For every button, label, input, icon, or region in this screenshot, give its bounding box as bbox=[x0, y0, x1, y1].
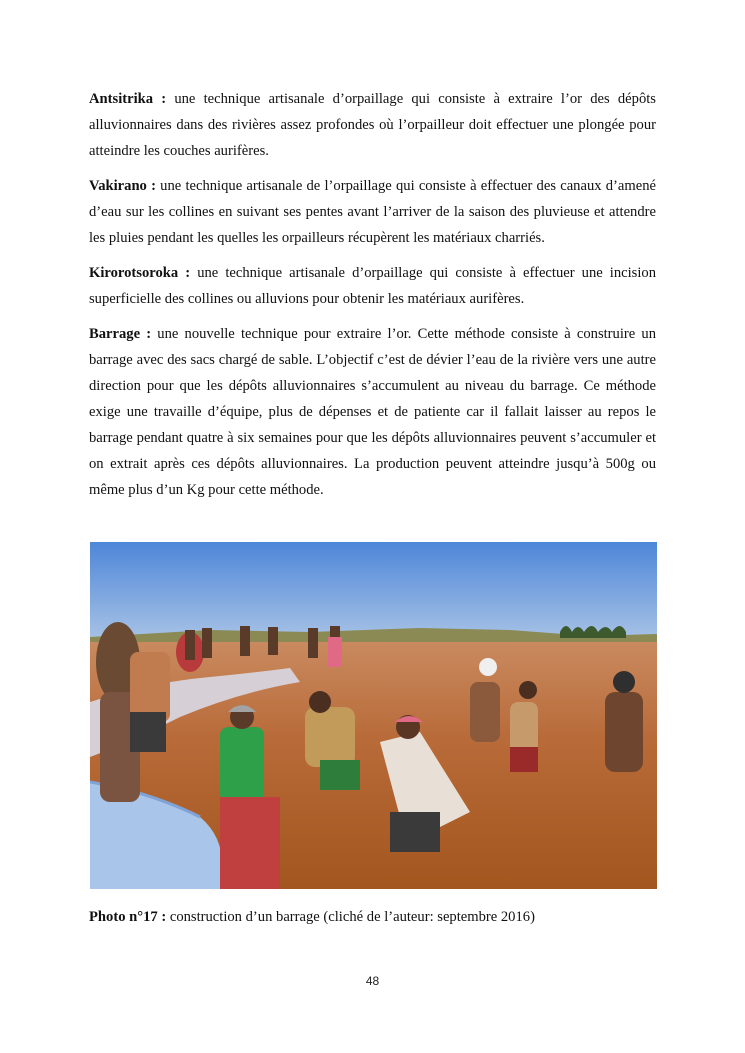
paragraph-antsitrika bbox=[89, 86, 656, 164]
definition-kirorotsoroka: une technique artisanale d’orpaillage qui consiste à effectuer une incision superficielle des collines ou alluvions pour obtenir les matériaux aurifères. bbox=[89, 265, 656, 307]
photo-barrage-construction bbox=[90, 542, 657, 889]
paragraph-barrage bbox=[89, 321, 656, 503]
definition-antsitrika: une technique artisanale d’orpaillage qui consiste à extraire l’or des dépôts alluvionnaires dans des rivières assez profondes où l’orpailleur doit effectuer une plongée pour atteindre les couches aurifères. bbox=[89, 91, 656, 159]
term-antsitrika: Antsitrika : bbox=[89, 91, 167, 107]
photo-caption bbox=[89, 905, 689, 929]
caption-text: construction d’un barrage (cliché de l’auteur: septembre 2016) bbox=[166, 909, 535, 925]
sky bbox=[90, 542, 657, 642]
term-kirorotsoroka: Kirorotsoroka : bbox=[89, 265, 191, 281]
paragraph-kirorotsoroka bbox=[89, 260, 656, 312]
page-number: 48 bbox=[365, 974, 380, 988]
term-barrage: Barrage : bbox=[89, 326, 152, 342]
definition-vakirano: une technique artisanale de l’orpaillage qui consiste à effectuer des canaux d’amené d’eau sur les collines en suivant ses pentes avant l’arriver de la saison des pluvieuse et attendre les pluies pendant les quelles les orpailleurs récupèrent les matériaux charriés. bbox=[89, 178, 656, 246]
term-vakirano: Vakirano : bbox=[89, 178, 156, 194]
paragraph-vakirano bbox=[89, 173, 656, 251]
photo-illustration bbox=[90, 542, 657, 889]
definition-barrage: une nouvelle technique pour extraire l’or. Cette méthode consiste à construire un barrage avec des sacs chargé de sable. L’objectif c’est de dévier l’eau de la rivière vers une autre direction pour que les dépôts alluvionnaires s’accumulent au niveau du barrage. Ce méthode exige une travaille d’équipe, plus de dépenses et de patiente car il fallait laisser au repos le barrage pendant quatre à six semaines pour que les dépôts alluvionnaires peuvent s’accumuler et on extrait après ces dépôts alluvionnaires. La production peuvent atteindre jusqu’à 500g ou même plus d’un Kg pour cette méthode. bbox=[89, 326, 657, 498]
caption-label: Photo n°17 : bbox=[89, 909, 167, 925]
